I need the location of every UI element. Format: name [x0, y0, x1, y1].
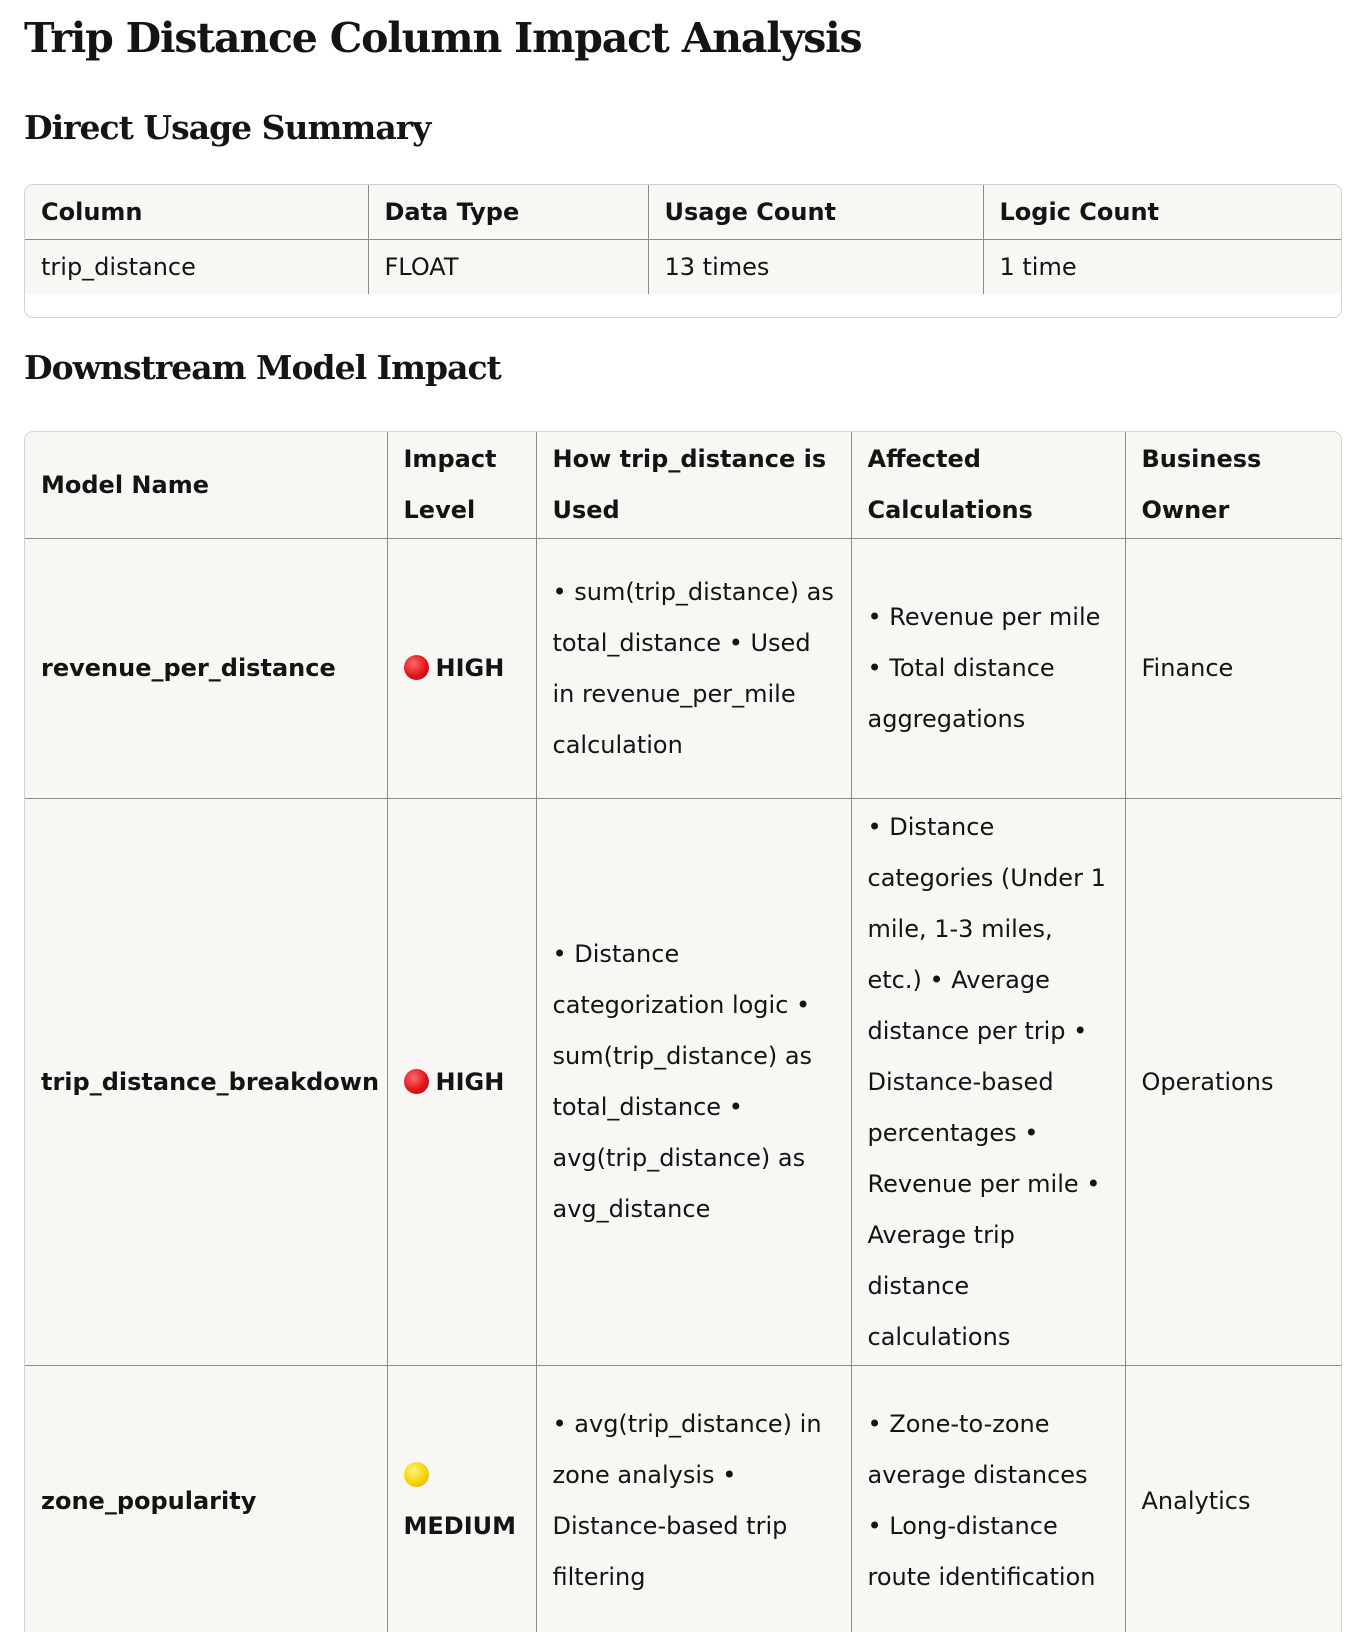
- model-name-cell: zone_popularity: [25, 1366, 387, 1632]
- downstream-impact-table: [25, 432, 1341, 1632]
- how-used-cell: • avg(trip_distance) in zone analysis • Distance-based trip filtering: [536, 1366, 851, 1632]
- table-header-row: [25, 185, 1341, 240]
- table-row: [25, 240, 1341, 295]
- direct-usage-heading: Direct Usage Summary: [24, 108, 430, 147]
- column-header: Affected Calculations: [851, 432, 1125, 539]
- business-owner-cell: Analytics: [1125, 1366, 1341, 1632]
- column-header: How trip_distance is Used: [536, 432, 851, 539]
- column-name-cell: trip_distance: [25, 240, 368, 295]
- affected-calculations-cell: • Distance categories (Under 1 mile, 1-3 miles, etc.) • Average distance per trip • Distance-based percentages • Revenue per mile • Average trip distance calculations: [851, 799, 1125, 1366]
- impact-level-label: HIGH: [436, 654, 505, 682]
- direct-usage-table-container: [24, 184, 1342, 318]
- downstream-impact-heading: Downstream Model Impact: [24, 348, 501, 387]
- impact-level-cell: [387, 1366, 536, 1632]
- table-row: [25, 539, 1341, 799]
- impact-level-label: MEDIUM: [404, 1512, 517, 1540]
- model-name-cell: trip_distance_breakdown: [25, 799, 387, 1366]
- how-used-cell: • sum(trip_distance) as total_distance • Used in revenue_per_mile calculation: [536, 539, 851, 799]
- column-header: Logic Count: [983, 185, 1341, 240]
- table-row: [25, 1366, 1341, 1632]
- impact-level-cell: [387, 539, 536, 799]
- yellow-circle-icon: [404, 1462, 429, 1487]
- page-title: Trip Distance Column Impact Analysis: [24, 14, 861, 62]
- affected-calculations-cell: • Zone-to-zone average distances • Long-distance route identification: [851, 1366, 1125, 1632]
- column-header: Model Name: [25, 432, 387, 539]
- red-circle-icon: [404, 655, 429, 680]
- model-name-cell: revenue_per_distance: [25, 539, 387, 799]
- column-header: Business Owner: [1125, 432, 1341, 539]
- how-used-cell: • Distance categorization logic • sum(trip_distance) as total_distance • avg(trip_distance) as avg_distance: [536, 799, 851, 1366]
- affected-calculations-cell: • Revenue per mile • Total distance aggregations: [851, 539, 1125, 799]
- business-owner-cell: Operations: [1125, 799, 1341, 1366]
- impact-level-label: HIGH: [436, 1068, 505, 1096]
- direct-usage-table: [25, 185, 1341, 294]
- usage-count-cell: 13 times: [648, 240, 983, 295]
- column-header: Usage Count: [648, 185, 983, 240]
- red-circle-icon: [404, 1069, 429, 1094]
- column-header: Impact Level: [387, 432, 536, 539]
- column-header: Column: [25, 185, 368, 240]
- table-row: [25, 799, 1341, 1366]
- impact-level-cell: [387, 799, 536, 1366]
- column-header: Data Type: [368, 185, 648, 240]
- business-owner-cell: Finance: [1125, 539, 1341, 799]
- logic-count-cell: 1 time: [983, 240, 1341, 295]
- data-type-cell: FLOAT: [368, 240, 648, 295]
- table-header-row: [25, 432, 1341, 539]
- downstream-impact-table-container: [24, 431, 1342, 1632]
